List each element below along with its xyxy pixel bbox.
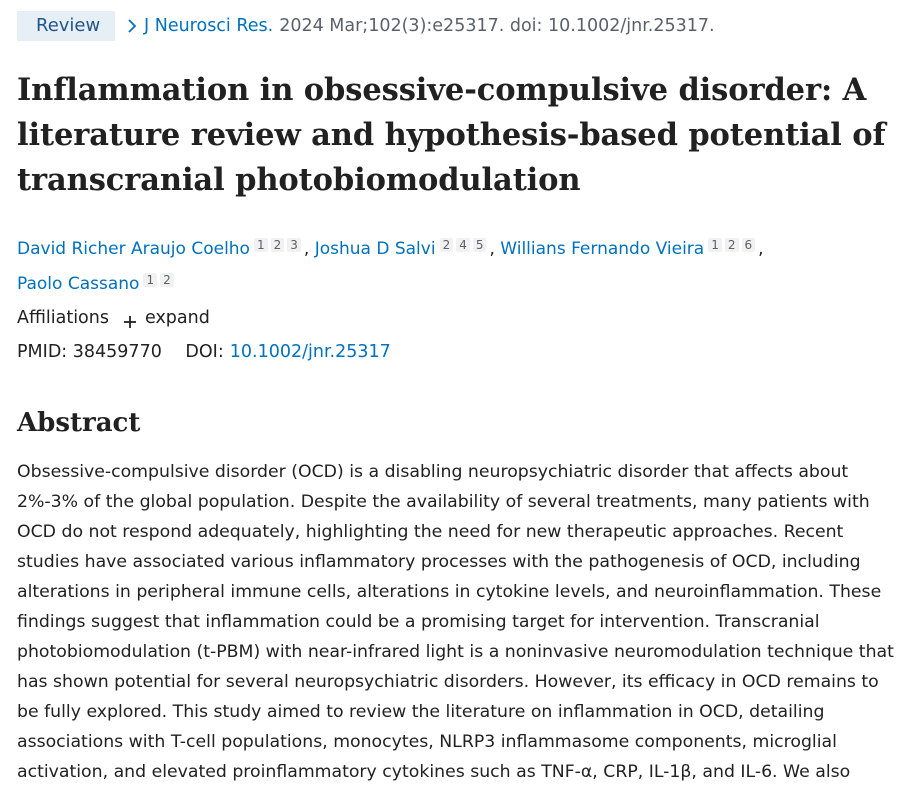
- doi-link[interactable]: 10.1002/jnr.25317: [229, 342, 391, 362]
- pmid-value: 38459770: [72, 342, 162, 362]
- affiliation-refs: [708, 229, 758, 259]
- author-separator: ,: [303, 239, 315, 259]
- affiliation-refs: [254, 229, 304, 259]
- author-link[interactable]: David Richer Araujo Coelho: [17, 239, 250, 259]
- article-type-badge: Review: [17, 11, 115, 41]
- affiliation-ref[interactable]: 2: [440, 238, 454, 252]
- chevron-right-icon: [127, 18, 137, 34]
- affiliation-ref[interactable]: 1: [254, 238, 268, 252]
- affiliation-ref[interactable]: 4: [456, 238, 470, 252]
- pmid-label: PMID:: [17, 342, 68, 362]
- author-link[interactable]: Paolo Cassano: [17, 274, 140, 294]
- affiliation-refs: [143, 264, 176, 294]
- affiliation-ref[interactable]: 2: [160, 273, 174, 287]
- citation-text: 2024 Mar;102(3):e25317. doi: 10.1002/jnr.25317.: [279, 16, 715, 36]
- journal-link[interactable]: J Neurosci Res.: [144, 16, 274, 36]
- expand-button[interactable]: expand: [144, 308, 210, 328]
- article-title: Inflammation in obsessive-compulsive disorder: A literature review and hypothesis-based potential of transcranial photobiomodulation: [17, 72, 886, 198]
- article-header: [17, 11, 715, 41]
- affiliation-ref[interactable]: 2: [725, 238, 739, 252]
- doi-label: DOI:: [185, 342, 224, 362]
- affiliation-ref[interactable]: 6: [742, 238, 756, 252]
- author-separator: ,: [758, 239, 764, 259]
- affiliation-refs: [440, 229, 490, 259]
- author-link[interactable]: Willians Fernando Vieira: [500, 239, 705, 259]
- affiliation-ref[interactable]: 1: [708, 238, 722, 252]
- abstract-heading: Abstract: [17, 408, 141, 438]
- affiliation-ref[interactable]: 2: [271, 238, 285, 252]
- abstract-text: Obsessive-compulsive disorder (OCD) is a disabling neuropsychiatric disorder that affects about 2%-3% of the global population. Despite the availability of several treatments, many patients with OCD do not respond adequately, highlighting the need for new therapeutic approaches. Recent studies have associated various inflammatory processes with the pathogenesis of OCD, including alterations in peripheral immune cells, alterations in cytokine levels, and neuroinflammation. These findings suggest that inflammation could be a promising target for intervention. Transcranial photobiomodulation (t-PBM) with near-infrared light is a noninvasive neuromodulation technique that has shown potential for several neuropsychiatric disorders. However, its efficacy in OCD remains to be fully explored. This study aimed to review the literature on inflammation in OCD, detailing associations with T-cell populations, monocytes, NLRP3 inflammasome components, microglial activation, and elevated proinflammatory cytokines such as TNF-α, CRP, IL-1β, and IL-6. We also: [17, 462, 894, 782]
- affiliation-ref[interactable]: 1: [143, 273, 157, 287]
- author-link[interactable]: Joshua D Salvi: [314, 239, 436, 259]
- affiliations-label: Affiliations: [17, 308, 109, 328]
- affiliation-ref[interactable]: 3: [287, 238, 301, 252]
- affiliation-ref[interactable]: 5: [473, 238, 487, 252]
- article-identifiers: [17, 339, 391, 365]
- author-separator: ,: [489, 239, 501, 259]
- author-list: [17, 229, 907, 299]
- affiliations-toggle[interactable]: [17, 305, 210, 331]
- plus-icon: [123, 311, 137, 325]
